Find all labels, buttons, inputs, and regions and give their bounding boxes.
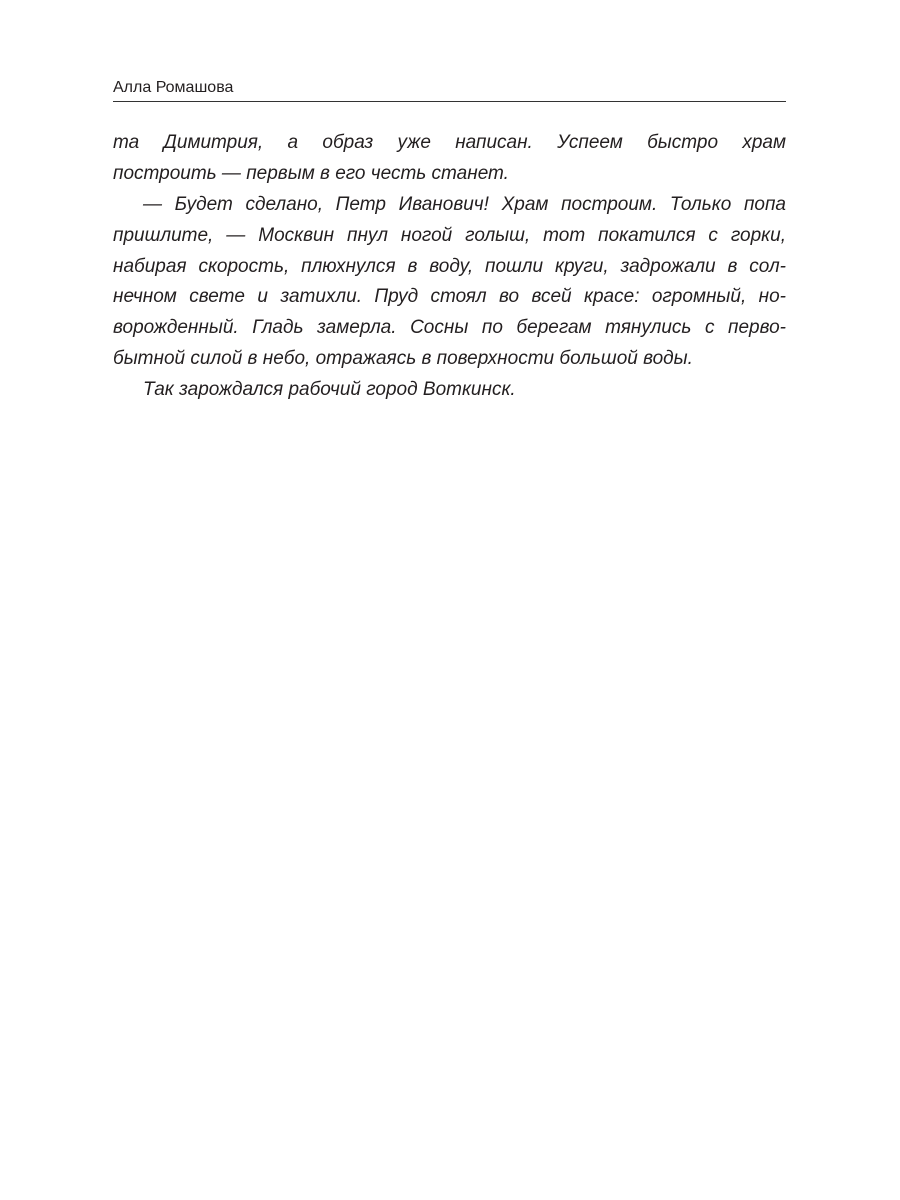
text-line: Так зарождался рабочий город Воткинск.: [143, 379, 516, 401]
text-line: ворожденный. Гладь замерла. Сосны по берегам тянулись с перво-: [113, 317, 786, 339]
page-body-text: [113, 128, 786, 406]
text-line: — Будет сделано, Петр Иванович! Храм построим. Только попа: [143, 193, 786, 215]
text-line: бытной силой в небо, отражаясь в поверхности большой воды.: [113, 348, 693, 370]
running-header: [113, 77, 786, 102]
text-line: нечном свете и затихли. Пруд стоял во всей красе: огромный, но-: [113, 286, 786, 308]
text-line: построить — первым в его честь станет.: [113, 162, 509, 184]
author-name: Алла Ромашова: [113, 79, 234, 96]
text-line: та Димитрия, а образ уже написан. Успеем быстро храм: [113, 132, 786, 153]
text-line: пришлите, — Москвин пнул ногой голыш, тот покатился с горки,: [113, 224, 786, 246]
text-line: набирая скорость, плюхнулся в воду, пошли круги, задрожали в сол-: [113, 255, 786, 277]
